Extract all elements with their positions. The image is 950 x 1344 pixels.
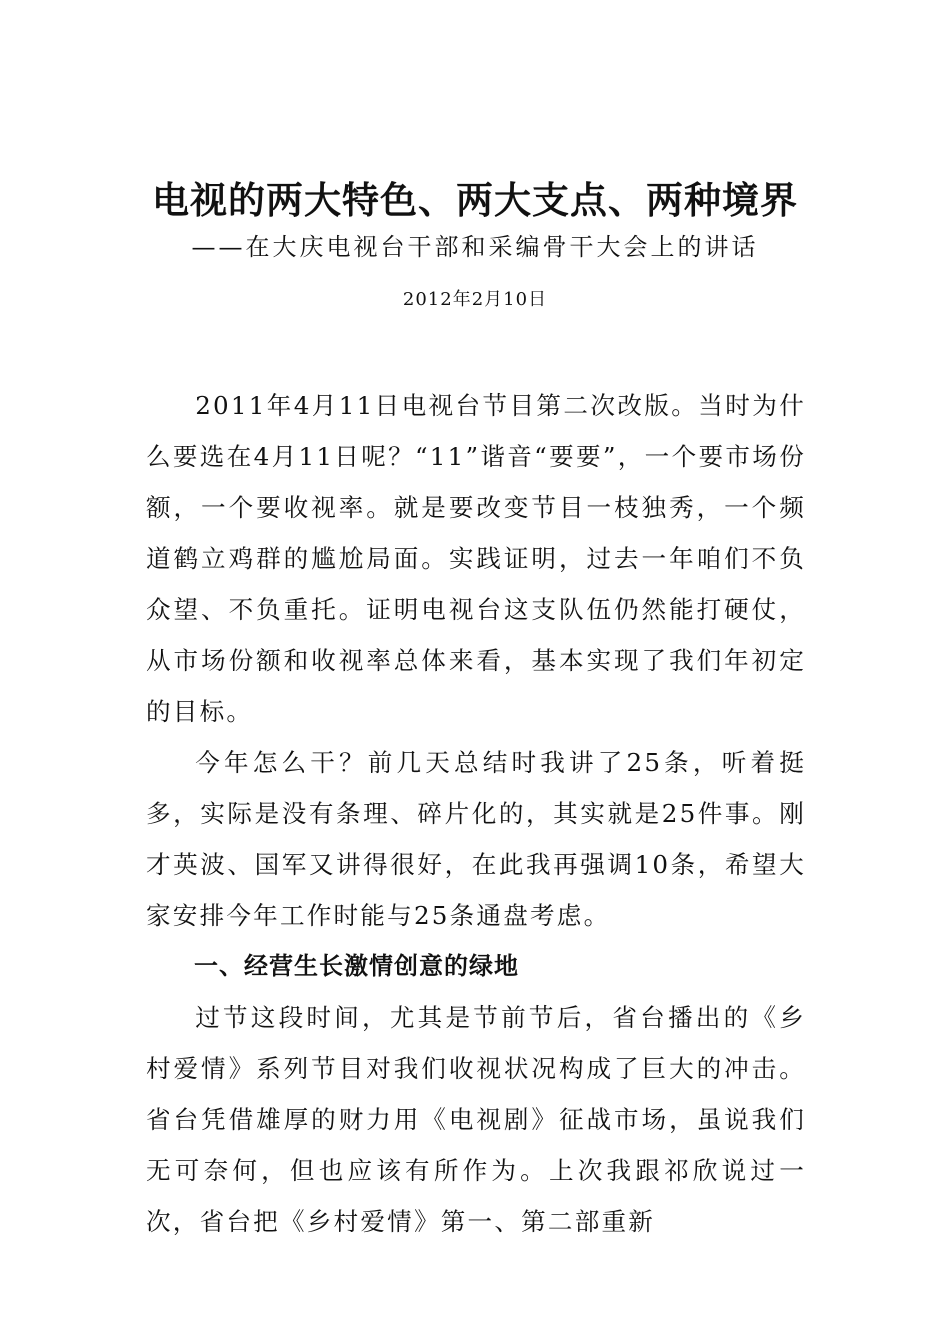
document-date: 2012年2月10日 — [402, 289, 548, 310]
body-paragraph: 今年怎么干？前几天总结时我讲了25条，听着挺多，实际是没有条理、碎片化的，其实就是25件事。刚才英波、国军又讲得很好，在此我再强调10条，希望大家安排今年工作时能与25条通盘考虑。 — [146, 748, 806, 930]
document-title: 电视的两大特色、两大支点、两种境界 — [152, 178, 798, 222]
section-heading: 一、经营生长激情创意的绿地 — [194, 952, 519, 980]
body-paragraph: 2011年4月11日电视台节目第二次改版。当时为什么要选在4月11日呢？“11”谐音“要要”，一个要市场份额，一个要收视率。就是要改变节目一枝独秀，一个频道鹤立鸡群的尴尬局面。实践证明，过去一年咱们不负众望、不负重托。证明电视台这支队伍仍然能打硬仗，从市场份额和收视率总体来看，基本实现了我们年初定的目标。 — [146, 391, 806, 726]
document-body — [146, 380, 806, 1247]
document-subtitle: ——在大庆电视台干部和采编骨干大会上的讲话 — [191, 233, 759, 261]
body-paragraph: 过节这段时间，尤其是节前节后，省台播出的《乡村爱情》系列节目对我们收视状况构成了巨大的冲击。省台凭借雄厚的财力用《电视剧》征战市场，虽说我们无可奈何，但也应该有所作为。上次我跟祁欣说过一次，省台把《乡村爱情》第一、第二部重新 — [146, 1003, 806, 1236]
